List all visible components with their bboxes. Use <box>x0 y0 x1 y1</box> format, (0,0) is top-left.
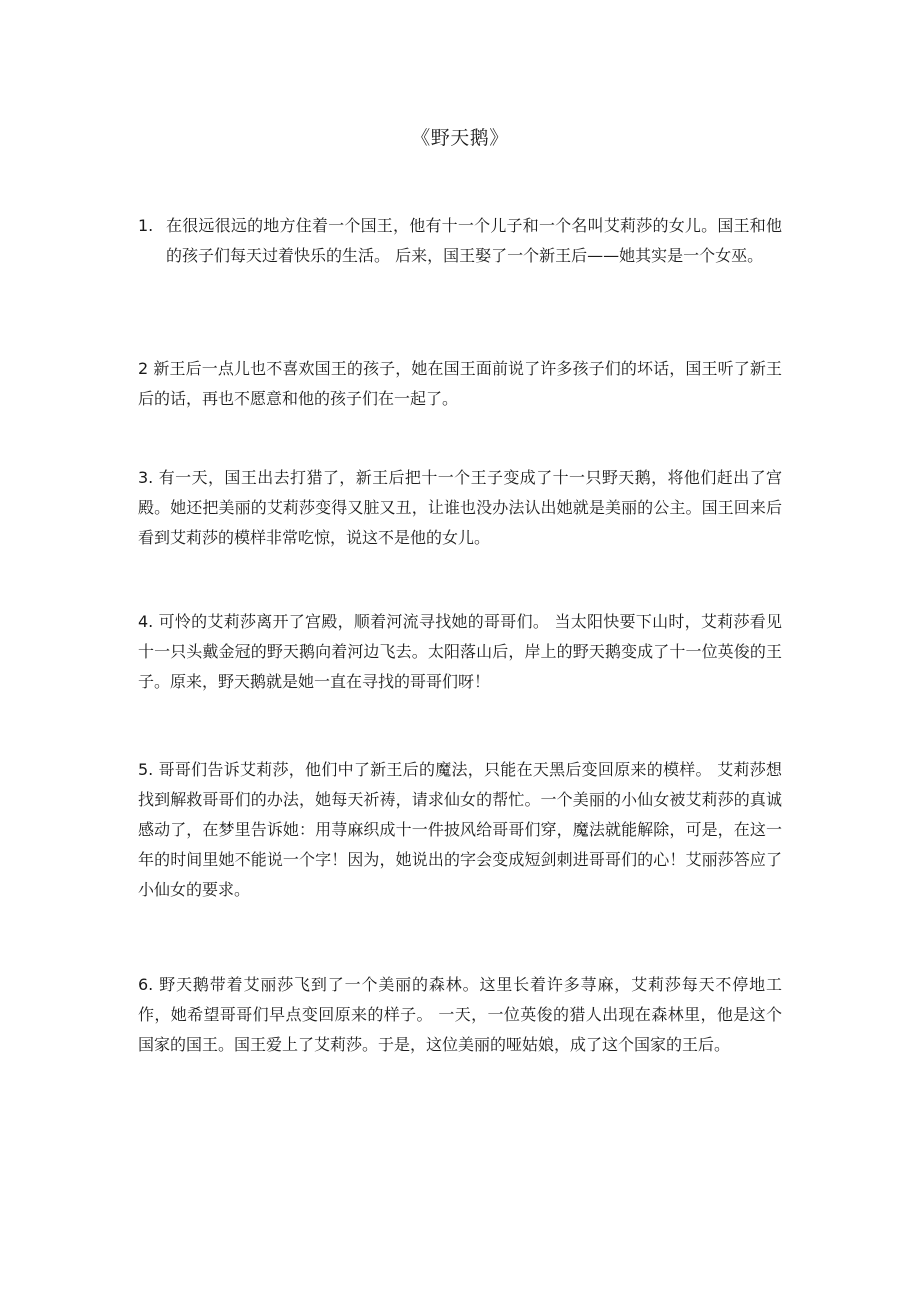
paragraph-5-number: 5. <box>138 760 154 779</box>
paragraph-4 <box>138 607 782 697</box>
paragraph-3-number: 3. <box>138 468 154 487</box>
paragraph-5-text: 哥哥们告诉艾莉莎，他们中了新王后的魔法，只能在天黑后变回原来的模样。 艾莉莎想找到解救哥哥们的办法，她每天祈祷，请求仙女的帮忙。一个美丽的小仙女被艾莉莎的真诚感动了，在梦里告诉她：用荨麻织成十一件披风给哥哥们穿，魔法就能解除，可是，在这一年的时间里她不能说一个字！因为，她说出的字会变成短剑刺进哥哥们的心！艾丽莎答应了小仙女的要求。 <box>138 760 782 899</box>
paragraph-2 <box>138 354 782 414</box>
paragraph-4-text: 可怜的艾莉莎离开了宫殿，顺着河流寻找她的哥哥们。 当太阳快要下山时，艾莉莎看见十一只头戴金冠的野天鹅向着河边飞去。太阳落山后，岸上的野天鹅变成了十一位英俊的王子。原来，野天鹅就是她一直在寻找的哥哥们呀！ <box>138 612 782 691</box>
paragraph-6-number: 6. <box>138 975 154 994</box>
paragraph-6-text: 野天鹅带着艾丽莎飞到了一个美丽的森林。这里长着许多荨麻，艾莉莎每天不停地工作，她希望哥哥们早点变回原来的样子。 一天，一位英俊的猎人出现在森林里，他是这个国家的国王。国王爱上了艾莉莎。于是，这位美丽的哑姑娘，成了这个国家的王后。 <box>138 975 782 1054</box>
paragraph-2-number: 2 <box>138 359 149 378</box>
paragraph-4-number: 4. <box>138 612 154 631</box>
paragraph-3 <box>138 463 782 553</box>
document-title: 《野天鹅》 <box>411 127 509 149</box>
paragraph-6 <box>138 970 782 1060</box>
paragraph-1-text: 在很远很远的地方住着一个国王，他有十一个儿子和一个名叫艾莉莎的女儿。国王和他的孩子们每天过着快乐的生活。 后来，国王娶了一个新王后——她其实是一个女巫。 <box>166 216 782 265</box>
paragraph-2-text: 新王后一点儿也不喜欢国王的孩子，她在国王面前说了许多孩子们的坏话，国王听了新王后的话，再也不愿意和他的孩子们在一起了。 <box>138 359 782 408</box>
paragraph-5 <box>138 755 782 905</box>
paragraph-3-text: 有一天，国王出去打猎了，新王后把十一个王子变成了十一只野天鹅，将他们赶出了宫殿。她还把美丽的艾莉莎变得又脏又丑，让谁也没办法认出她就是美丽的公主。国王回来后看到艾莉莎的模样非常吃惊，说这不是他的女儿。 <box>138 468 782 547</box>
paragraph-1-number: 1. <box>138 216 154 235</box>
paragraph-1 <box>138 211 782 271</box>
